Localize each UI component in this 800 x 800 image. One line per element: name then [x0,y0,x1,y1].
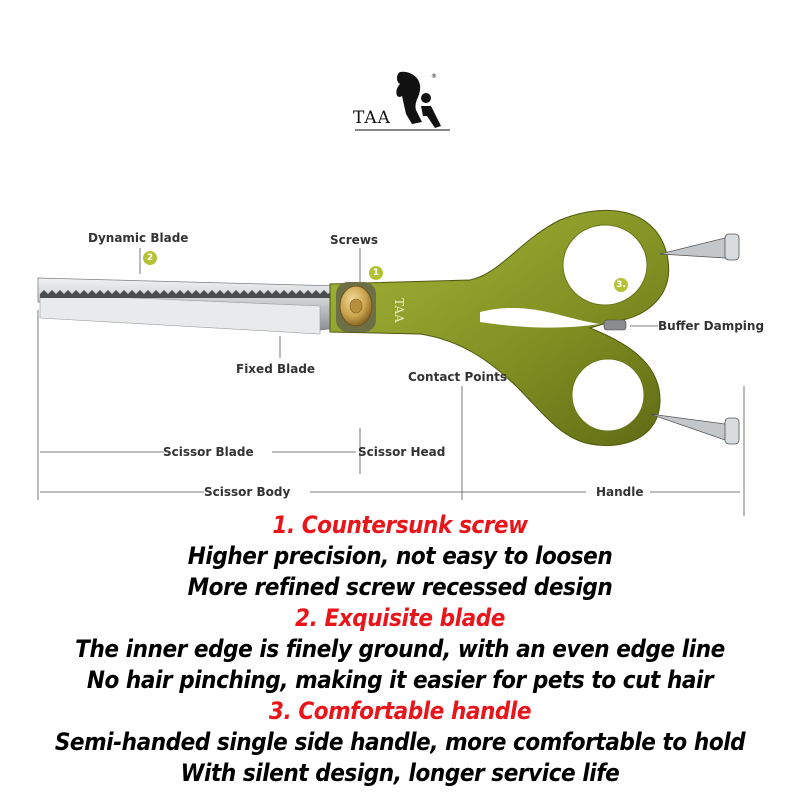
label-dynamic-blade: Dynamic Blade [88,231,189,245]
marker-2: 2 [143,251,157,265]
marker-1: 1 [369,266,383,280]
label-handle: Handle [596,485,644,499]
feature-title-3: 3. Comfortable handle [268,697,532,725]
feature-list [0,510,800,789]
label-scissor-head: Scissor Head [358,445,446,459]
feature-line-3b: With silent design, longer service life [180,759,620,787]
feature-title-1: 1. Countersunk screw [272,511,528,539]
scissors-diagram [0,200,800,520]
label-screws: Screws [330,233,379,247]
brand-logo [345,68,455,138]
feature-line-2a: The inner edge is finely ground, with an even edge line [75,635,725,663]
blade-group [38,278,360,334]
screw-engraving: TAA [392,298,406,323]
feature-line-1b: More refined screw recessed design [187,573,613,601]
brand-name: TAA [353,108,391,128]
label-fixed-blade: Fixed Blade [236,362,316,376]
feature-line-2b: No hair pinching, making it easier for pets to cut hair [86,666,714,694]
label-contact-points: Contact Points [408,370,508,384]
screw-group [336,282,376,332]
label-buffer-damping: Buffer Damping [658,319,765,333]
feature-line-1a: Higher precision, not easy to loosen [187,542,613,570]
label-scissor-body: Scissor Body [204,485,291,499]
marker-3: 3. [614,278,628,292]
feature-line-3a: Semi-handed single side handle, more comfortable to hold [54,728,746,756]
svg-text:®: ® [431,73,437,80]
feature-title-2: 2. Exquisite blade [295,604,505,632]
label-scissor-blade: Scissor Blade [163,445,254,459]
scissors-illustration [0,200,800,520]
